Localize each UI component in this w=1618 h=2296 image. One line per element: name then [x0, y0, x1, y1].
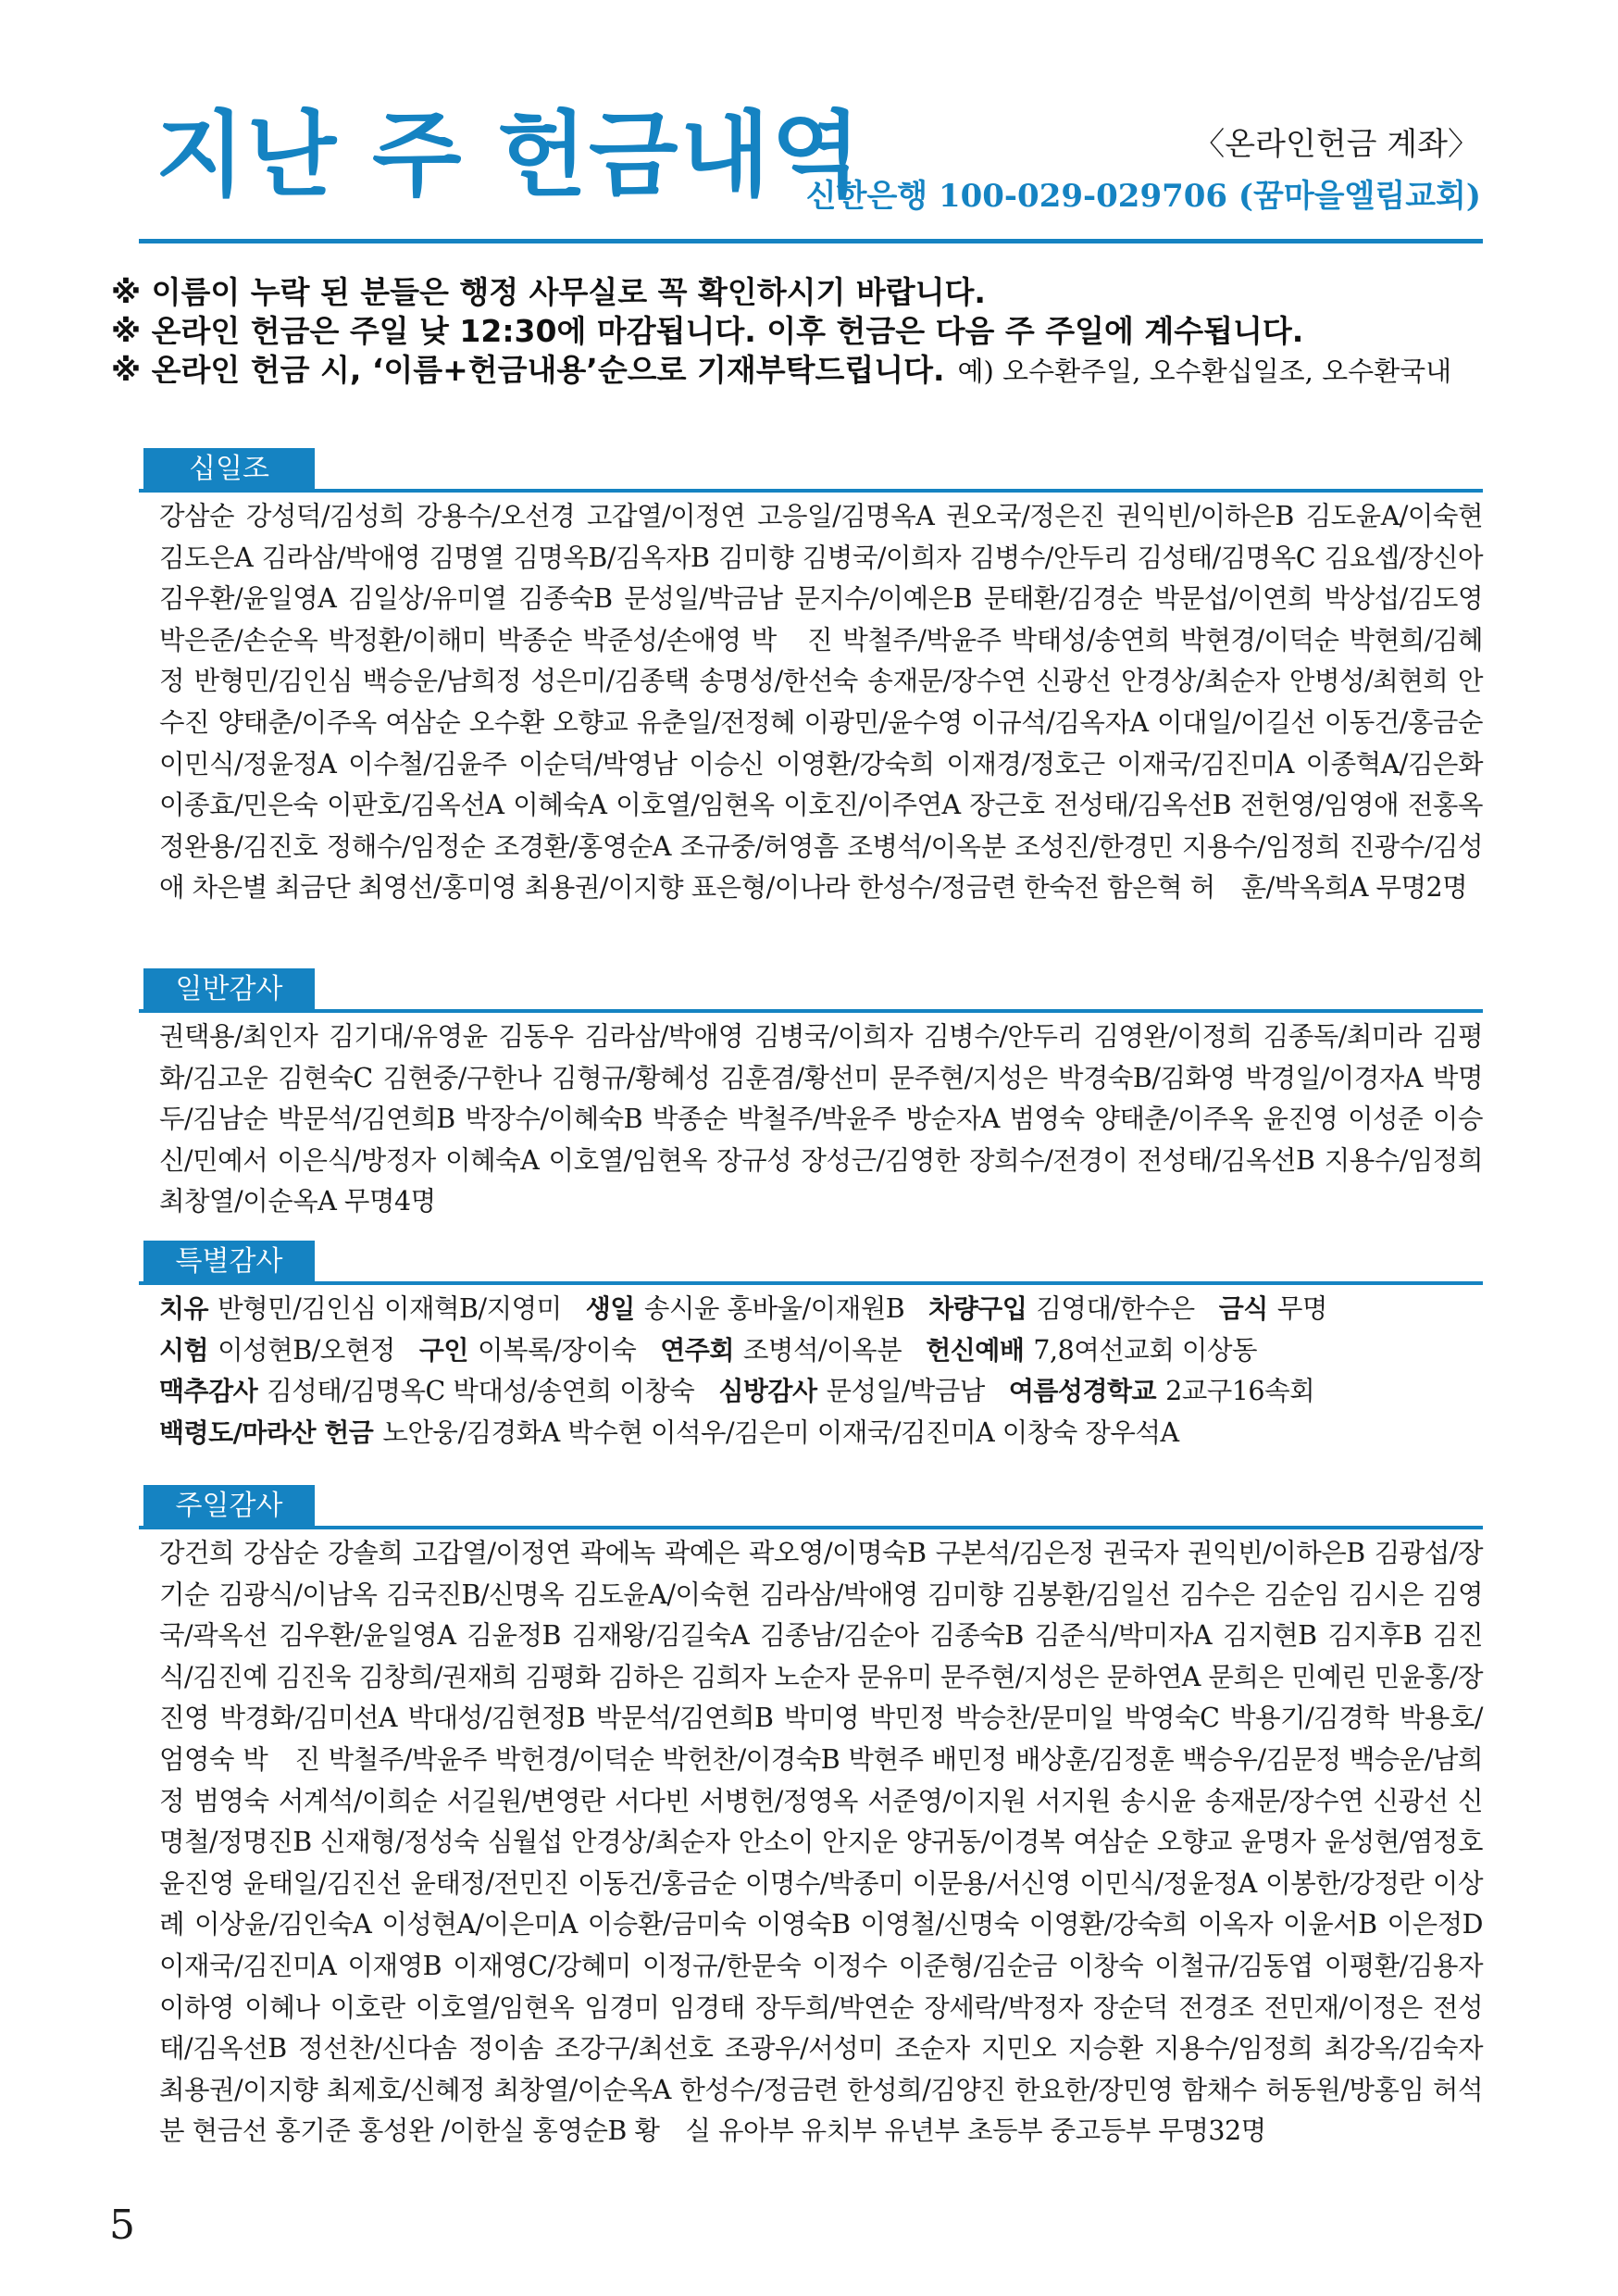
general-names: 권택용/최인자 김기대/유영윤 김동우 김라삼/박애영 김병국/이희자 김병수/안두리 김영완/이정희 김종독/최미라 김평화/김고운 김현숙C 김현중/구한나 김형규/황혜성 김훈겸/황선미 문주현/지성은 박경숙B/김화영 박경일/이경자A 박명두/김남순 박문석/김연희B 박장수/이혜숙B 박종순 박철주/박윤주 방순자A 범영숙 양태춘/이주옥 윤진영 이성준 이승신/민예서 이은식/방정자 이혜숙A 이호열/임현옥 장규성 장성근/김영한 장희수/전경이 전성태/김옥선B 지용수/임정희 최창열/이순옥A 무명4명 — [159, 1021, 1483, 1217]
section-divider — [139, 1281, 1483, 1285]
special-row — [159, 1289, 1483, 1330]
special-names: 김성태/김명옥C 박대성/송연희 이창숙 — [267, 1376, 695, 1407]
notice-format-text: ※ 온라인 헌금 시, ‘이름+헌금내용’순으로 기재부탁드립니다. — [111, 352, 945, 388]
section-divider — [139, 489, 1483, 493]
special-category: 시험 — [159, 1334, 209, 1366]
notice-format — [111, 352, 1518, 389]
title-divider — [139, 239, 1483, 243]
account-label: 〈온라인헌금 계좌〉 — [1193, 126, 1479, 163]
section-header — [139, 968, 1483, 1013]
special-category: 연주회 — [660, 1334, 734, 1366]
special-names: 김영대/한수은 — [1036, 1293, 1195, 1324]
page-number: 5 — [109, 2202, 135, 2249]
special-category: 맥추감사 — [159, 1376, 258, 1407]
special-category: 구인 — [418, 1334, 468, 1366]
special-category: 생일 — [585, 1293, 635, 1324]
special-names: 송시윤 홍바울/이재원B — [643, 1293, 905, 1324]
special-category: 헌신예배 — [926, 1334, 1025, 1366]
section-label: 일반감사 — [143, 968, 315, 1011]
section-header — [139, 1241, 1483, 1285]
special-list — [139, 1285, 1483, 1454]
special-names: 2교구16속회 — [1165, 1376, 1315, 1407]
section-header — [139, 448, 1483, 493]
section-special — [139, 1241, 1483, 1454]
special-row — [159, 1330, 1483, 1372]
page-title: 지난 주 헌금내역 — [156, 101, 863, 209]
section-divider — [139, 1009, 1483, 1013]
section-divider — [139, 1526, 1483, 1529]
special-names: 이복록/장이숙 — [477, 1334, 637, 1366]
special-names: 이성현B/오현정 — [218, 1334, 395, 1366]
tithe-names: 강삼순 강성덕/김성희 강용수/오선경 고갑열/이정연 고응일/김명옥A 권오국/정은진 권익빈/이하은B 김도윤A/이숙현 김도은A 김라삼/박애영 김명열 김명옥B/김옥자B 김미향 김병국/이희자 김병수/안두리 김성태/김명옥C 김요셉/장신아 김우환/윤일영A 김일상/유미열 김종숙B 문성일/박금남 문지수/이예은B 문태환/김경순 박문섭/이연희 박상섭/김도영 박은준/손순옥 박정환/이해미 박종순 박준성/손애영 박 진 박철주/박윤주 박태성/송연희 박현경/이덕순 박현희/김혜정 반형민/김인심 백승운/남희정 성은미/김종택 송명성/한선숙 송재문/장수연 신광선 안경상/최순자 안병성/최현희 안수진 양태춘/이주옥 여삼순 오수환 오향교 유춘일/전정혜 이광민/윤수영 이규석/김옥자A 이대일/이길선 이동건/홍금순 이민식/정윤정A 이수철/김윤주 이순덕/박영남 이승신 이영환/강숙희 이재경/정호근 이재국/김진미A 이종혁A/김은화 이종효/민은숙 이판호/김옥선A 이혜숙A 이호열/임현옥 이호진/이주연A 장근호 전성태/김옥선B 전헌영/임영애 전홍옥 정완용/김진호 정해수/임정순 조경환/홍영순A 조규중/허영흠 조병석/이옥분 조성진/한경민 지용수/임정희 진광수/김성애 차은별 최금단 최영선/홍미영 최용권/이지향 표은형/이나라 한성수/정금련 한숙전 함은혁 허 훈/박옥희A 무명2명 — [159, 501, 1483, 904]
notice-example: 예) 오수환주일, 오수환십일조, 오수환국내 — [957, 356, 1452, 387]
special-category: 백령도/마라산 헌금 — [159, 1416, 374, 1448]
sunday-names: 강건희 강삼순 강솔희 고갑열/이정연 곽에녹 곽예은 곽오영/이명숙B 구본석/김은정 권국자 권익빈/이하은B 김광섭/장기순 김광식/이남옥 김국진B/신명옥 김도윤A/이숙현 김라삼/박애영 김미향 김봉환/김일선 김수은 김순임 김시은 김영국/곽옥선 김우환/윤일영A 김윤정B 김재왕/김길숙A 김종남/김순아 김종숙B 김준식/박미자A 김지현B 김지후B 김진식/김진예 김진욱 김창희/권재희 김평화 김하은 김희자 노순자 문유미 문주현/지성은 문하연A 문희은 민예린 민윤홍/장진영 박경화/김미선A 박대성/김현정B 박문석/김연희B 박미영 박민정 박승찬/문미일 박영숙C 박용기/김경학 박용호/엄영숙 박 진 박철주/박윤주 박헌경/이덕순 박헌찬/이경숙B 박현주 배민정 배상훈/김정훈 백승우/김문정 백승운/남희정 범영숙 서계석/이희순 서길원/변영란 서다빈 서병헌/정영옥 서준영/이지원 서지원 송시윤 송재문/장수연 신광선 신명철/정명진B 신재형/정성숙 심월섭 안경상/최순자 안소이 안지운 양귀동/이경복 여삼순 오향교 윤명자 윤성현/염정호 윤진영 윤태일/김진선 윤태정/전민진 이동건/홍금순 이명수/박종미 이문용/서신영 이민식/정윤정A 이봉한/강정란 이상례 이상윤/김인숙A 이성현A/이은미A 이승환/금미숙 이영숙B 이영철/신명숙 이영환/강숙희 이옥자 이윤서B 이은정D 이재국/김진미A 이재영B 이재영C/강혜미 이정규/한문숙 이정수 이준형/김순금 이창숙 이철규/김동엽 이평환/김용자 이하영 이혜나 이호란 이호열/임현옥 임경미 임경태 장두희/박연순 장세락/박정자 장순덕 전경조 전민재/이정은 전성태/김옥선B 정선찬/신다솜 정이솜 조강구/최선호 조광우/서성미 조순자 지민오 지승환 지용수/임정희 최강옥/김숙자 최용권/이지향 최제호/신혜정 최창열/이순옥A 한성수/정금련 한성희/김양진 한요한/장민영 함채수 허동원/방홍임 허석분 현금선 홍기준 홍성완 /이한실 홍영순B 황 실 유아부 유치부 유년부 초등부 중고등부 무명32명 — [159, 1538, 1483, 2147]
special-names: 7,8여선교회 이상동 — [1033, 1334, 1258, 1366]
special-category: 치유 — [159, 1293, 209, 1324]
notice-deadline: ※ 온라인 헌금은 주일 낮 12:30에 마감됩니다. 이후 헌금은 다음 주 주일에 계수됩니다. — [111, 313, 1304, 349]
section-label: 특별감사 — [143, 1241, 315, 1283]
special-category: 심방감사 — [718, 1376, 817, 1407]
notice-missing-name: ※ 이름이 누락 된 분들은 행정 사무실로 꼭 확인하시기 바랍니다. — [111, 274, 986, 310]
special-category: 여름성경학교 — [1008, 1376, 1157, 1407]
special-category: 차량구입 — [928, 1293, 1027, 1324]
bank-account: 신한은행 100-029-029706 (꿈마을엘림교회) — [805, 178, 1481, 215]
special-row — [159, 1413, 1483, 1454]
special-names: 노안웅/김경화A 박수현 이석우/김은미 이재국/김진미A 이창숙 장우석A — [382, 1416, 1179, 1448]
special-category: 금식 — [1218, 1293, 1268, 1324]
section-label: 주일감사 — [143, 1485, 315, 1528]
section-label: 십일조 — [143, 448, 315, 491]
special-names: 조병석/이옥분 — [742, 1334, 902, 1366]
section-header — [139, 1485, 1483, 1529]
section-tithe — [139, 448, 1483, 909]
section-sunday — [139, 1485, 1483, 2152]
special-names: 반형민/김인심 이재혁B/지영미 — [218, 1293, 562, 1324]
special-names: 문성일/박금남 — [826, 1376, 985, 1407]
special-row — [159, 1371, 1483, 1413]
section-general — [139, 968, 1483, 1223]
special-names: 무명 — [1276, 1293, 1327, 1324]
